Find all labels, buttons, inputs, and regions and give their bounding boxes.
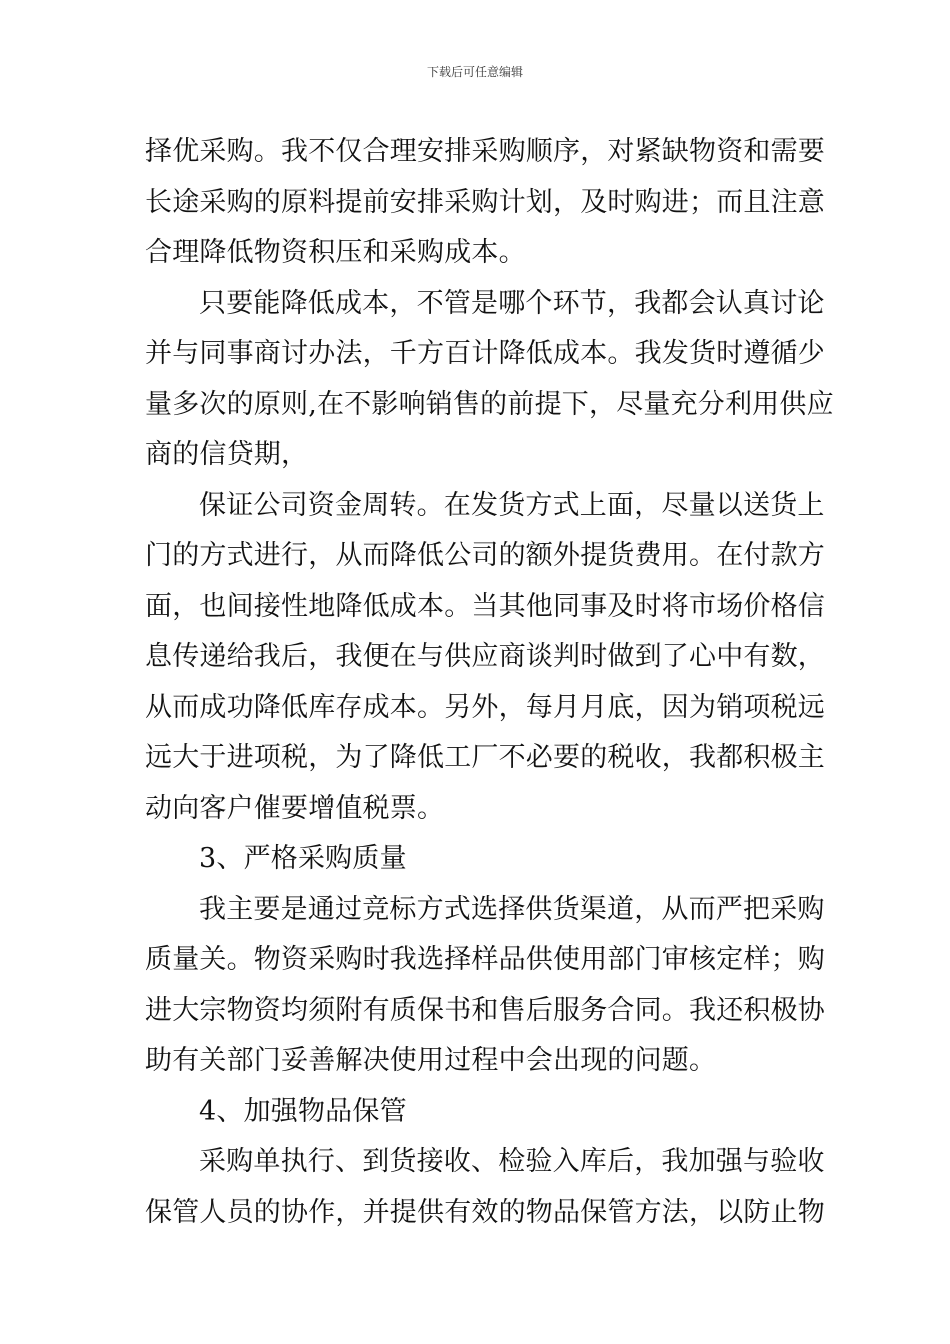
body-line: 合理降低物资积压和采购成本。 [145,237,526,268]
section-heading: 4、加强物品保管 [199,1095,407,1127]
body-line: 择优采购。我不仅合理安排采购顺序，对紧缺物资和需要 [145,136,825,167]
body-line: 长途采购的原料提前安排采购计划，及时购进；而且注意 [145,186,825,218]
body-line: 保证公司资金周转。在发货方式上面，尽量以送货上 [199,489,825,521]
body-line: 我主要是通过竞标方式选择供货渠道，从而严把采购 [199,893,825,925]
body-line: 并与同事商讨办法，千方百计降低成本。我发货时遵循少 [145,338,825,369]
section-heading: 3、严格采购质量 [199,843,407,874]
body-line: 进大宗物资均须附有质保书和售后服务合同。我还积极协 [145,994,825,1026]
body-line: 动向客户催要增值税票。 [145,792,445,824]
document-body [145,127,834,1238]
body-line: 商的信贷期， [145,439,309,470]
body-line: 助有关部门妥善解决使用过程中会出现的问题。 [145,1045,717,1076]
body-line: 远大于进项税，为了降低工厂不必要的税收，我都积极主 [145,742,825,773]
body-line: 量多次的原则,在不影响销售的前提下，尽量充分利用供应 [145,388,834,420]
body-line: 息传递给我后，我便在与供应商谈判时做到了心中有数， [145,641,825,672]
body-line: 采购单执行、到货接收、检验入库后，我加强与验收 [199,1146,825,1177]
body-line: 保管人员的协作，并提供有效的物品保管方法，以防止物 [145,1196,825,1228]
body-line: 只要能降低成本，不管是哪个环节，我都会认真讨论 [199,287,825,319]
body-line: 从而成功降低库存成本。另外，每月月底，因为销项税远 [145,691,825,723]
body-line: 面，也间接性地降低成本。当其他同事及时将市场价格信 [145,590,825,622]
body-line: 门的方式进行，从而降低公司的额外提货费用。在付款方 [145,540,825,571]
body-line: 质量关。物资采购时我选择样品供使用部门审核定样；购 [145,944,825,975]
page-header: 下载后可任意编辑 [426,65,523,79]
